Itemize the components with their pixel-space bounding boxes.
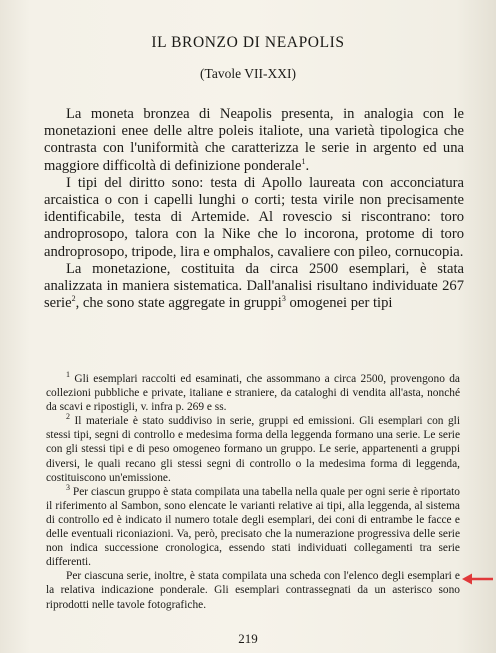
footnote-1: $^1$ Gli esemplari raccolti ed esaminati, che assommano a circa 2500, provengono da collezioni pubbliche e private, italiane e straniere, da cataloghi di vendita all'asta, nonché da scavi e ripostigli, v. infra p. 269 e ss. (46, 370, 460, 414)
footnote-ref-2: 2 (71, 294, 76, 304)
paragraph-1: La moneta bronzea di Neapolis presenta, in analogia con le monetazioni enee delle altre poleis italiote, una varietà tipologica che contrasta con l'uniformità che caratterizza le serie in argento ed una maggiore difficoltà di definizione ponderale$^1$. (44, 106, 464, 174)
footnote-3: $^3$ Per ciascun gruppo è stata compilata una tabella nella quale per ogni serie è riportato il riferimento al Sambon, sono elencate le varianti relative ai tipi, alla leggenda, al sistema di controllo ed è indicato il numero totale degli esemplari, dei coni di entrambe le facce e delle eventuali riconiazioni. Va, però, precisato che la numerazione progressiva delle serie non indica successione cronologica, essendo stati individuati collegamenti tra serie differenti. (46, 482, 460, 569)
paragraph-3: La monetazione, costituita da circa 2500 esemplari, è stata analizzata in maniera sistematica. Dall'analisi risultano individuate 267 serie$^2$, che sono state aggregate in gruppi$^3$ omogenei per tipi (44, 260, 464, 312)
footnotes (46, 372, 460, 612)
body-text (44, 106, 464, 312)
red-arrow-icon (462, 572, 494, 586)
footnote-2: $^2$ Il materiale è stato suddiviso in serie, gruppi ed emissioni. Gli esemplari con gli stessi tipi, segni di controllo e medesima forma della leggenda formano una serie. Le serie con gli stessi tipi e di peso omogeneo formano un gruppo. Le serie, appartenenti a gruppi diversi, le quali recano gli stessi segni di controllo o la medesima forma di leggenda, costituiscono un'emissione. (46, 412, 460, 484)
page-number: 219 (238, 631, 258, 646)
page-title: IL BRONZO DI NEAPOLIS (151, 34, 345, 51)
footnote-3-continued: Per ciascuna serie, inoltre, è stata compilata una scheda con l'elenco degli esemplari e la relativa indicazione ponderale. Gli esemplari contrassegnati da un asterisco sono riprodotti nelle tavole fotografiche. (46, 570, 460, 611)
paragraph-2: I tipi del diritto sono: testa di Apollo laureata con acconciatura arcaistica o con i capelli lunghi o corti; testa virile non precisamente identificabile, testa di Artemide. Al rovescio si riscontrano: toro androprosopo, talora con la Nike che lo incorona, protome di toro androprosopo, tripode, lira e omphalos, cavaliere con pileo, cornucopia. (44, 174, 464, 260)
footnote-ref-3: 3 (281, 294, 286, 304)
footnote-ref-1: 1 (301, 156, 306, 166)
page-subtitle: (Tavole VII-XXI) (200, 66, 296, 81)
